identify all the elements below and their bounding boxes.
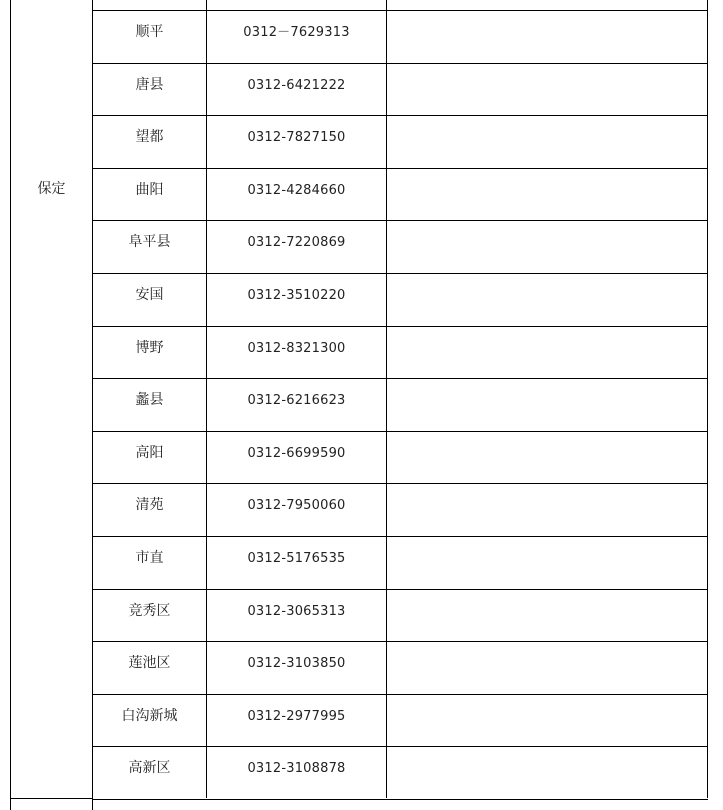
phone-cell: 0312-2977995 xyxy=(247,709,346,724)
county-cell: 清苑 xyxy=(135,497,164,513)
table-row xyxy=(93,169,707,221)
table-row xyxy=(93,537,707,589)
table-row xyxy=(93,695,707,747)
phone-cell: 0312-6421222 xyxy=(247,78,346,93)
table-row xyxy=(93,642,707,694)
note-cell xyxy=(387,484,707,536)
county-cell: 顺平 xyxy=(135,24,164,40)
phone-cell: 0312-6216623 xyxy=(247,393,346,408)
note-cell xyxy=(387,537,707,589)
note-cell xyxy=(387,64,707,116)
county-cell: 市直 xyxy=(135,550,164,566)
table-border-right xyxy=(707,0,708,798)
phone-cell: 0312-6699590 xyxy=(247,446,346,461)
note-cell xyxy=(387,747,707,799)
table-row xyxy=(93,747,707,799)
note-cell xyxy=(387,221,707,273)
note-cell xyxy=(387,379,707,431)
phone-cell: 0312-3108878 xyxy=(247,761,346,776)
table-row xyxy=(93,221,707,273)
county-cell: 唐县 xyxy=(135,77,164,93)
table-row xyxy=(93,379,707,431)
table-row xyxy=(93,116,707,168)
phone-cell: 0312-3510220 xyxy=(247,288,346,303)
county-cell: 阜平县 xyxy=(128,234,171,250)
county-cell: 博野 xyxy=(135,340,164,356)
table-row xyxy=(93,590,707,642)
table-row xyxy=(93,64,707,116)
county-cell: 莲池区 xyxy=(128,655,171,671)
county-cell: 高新区 xyxy=(128,760,171,776)
phone-cell: 0312-7220869 xyxy=(247,235,346,250)
note-cell xyxy=(387,590,707,642)
table-row xyxy=(93,327,707,379)
county-cell: 安国 xyxy=(135,287,164,303)
note-cell xyxy=(387,274,707,326)
note-cell xyxy=(387,11,707,63)
county-cell: 曲阳 xyxy=(135,182,164,198)
phone-cell: 0312-5176535 xyxy=(247,551,346,566)
table-row xyxy=(93,432,707,484)
note-cell xyxy=(387,116,707,168)
note-cell xyxy=(387,432,707,484)
phone-cell: 0312-8321300 xyxy=(247,341,346,356)
county-cell: 高阳 xyxy=(135,445,164,461)
table-bottom-line xyxy=(10,798,93,799)
county-cell: 望都 xyxy=(135,129,164,145)
county-cell: 竞秀区 xyxy=(128,603,171,619)
region-cell xyxy=(11,0,92,798)
region-label: 保定 xyxy=(37,181,66,197)
table-row xyxy=(93,484,707,536)
note-cell xyxy=(387,327,707,379)
table-row xyxy=(93,274,707,326)
county-cell: 蠡县 xyxy=(135,392,164,408)
phone-cell: 0312-3103850 xyxy=(247,656,346,671)
phone-cell: 0312-4284660 xyxy=(247,183,346,198)
phone-cell: 0312-7827150 xyxy=(247,130,346,145)
note-cell xyxy=(387,695,707,747)
county-cell: 白沟新城 xyxy=(121,708,178,724)
note-cell xyxy=(387,642,707,694)
phone-cell: 0312-7950060 xyxy=(247,498,346,513)
note-cell xyxy=(387,169,707,221)
table-row xyxy=(93,11,707,63)
phone-cell: 0312－7629313 xyxy=(243,25,350,40)
row-divider xyxy=(92,799,708,800)
phone-cell: 0312-3065313 xyxy=(247,604,346,619)
